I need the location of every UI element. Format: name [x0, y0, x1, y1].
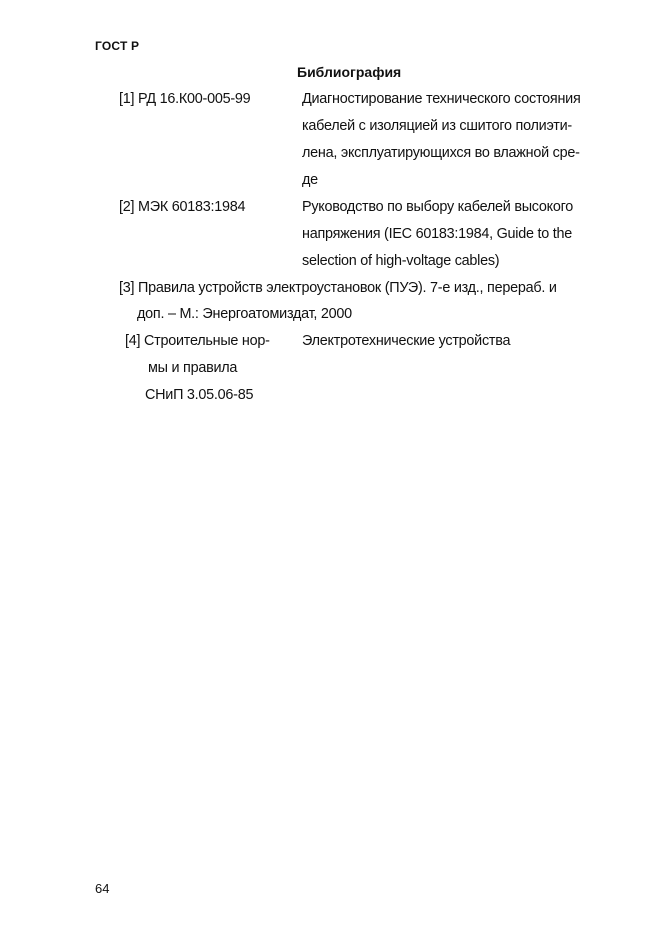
entry-3-line-2: доп. – М.: Энергоатомиздат, 2000: [137, 306, 352, 322]
entry-1-ref: [1] РД 16.К00-005-99: [119, 91, 251, 107]
entry-4-desc-line-1: Электротехнические устройства: [302, 333, 511, 349]
entry-1-desc-line-4: де: [302, 172, 318, 188]
entry-4-ref-line-1: [4] Строительные нор-: [125, 333, 270, 349]
document-header: ГОСТ Р: [95, 39, 140, 53]
page-number: 64: [95, 881, 110, 896]
entry-2-desc-line-2: напряжения (IEC 60183:1984, Guide to the: [302, 226, 572, 242]
entry-4-ref-line-3: СНиП 3.05.06-85: [145, 387, 254, 403]
entry-1-desc-line-1: Диагностирование технического состояния: [302, 91, 581, 107]
entry-2-desc-line-1: Руководство по выбору кабелей высокого: [302, 199, 574, 215]
entry-4-ref-line-2: мы и правила: [148, 360, 238, 376]
entry-1-desc-line-3: лена, эксплуатирующихся во влажной сре-: [302, 145, 580, 161]
entry-2-desc-line-3: selection of high-voltage cables): [302, 253, 500, 269]
entry-3-line-1: [3] Правила устройств электроустановок (ПУЭ). 7-е изд., перераб. и: [119, 280, 557, 296]
entry-2-ref: [2] МЭК 60183:1984: [119, 199, 246, 215]
entry-1-desc-line-2: кабелей с изоляцией из сшитого полиэти-: [302, 118, 572, 134]
bibliography-title: Библиография: [297, 64, 402, 80]
